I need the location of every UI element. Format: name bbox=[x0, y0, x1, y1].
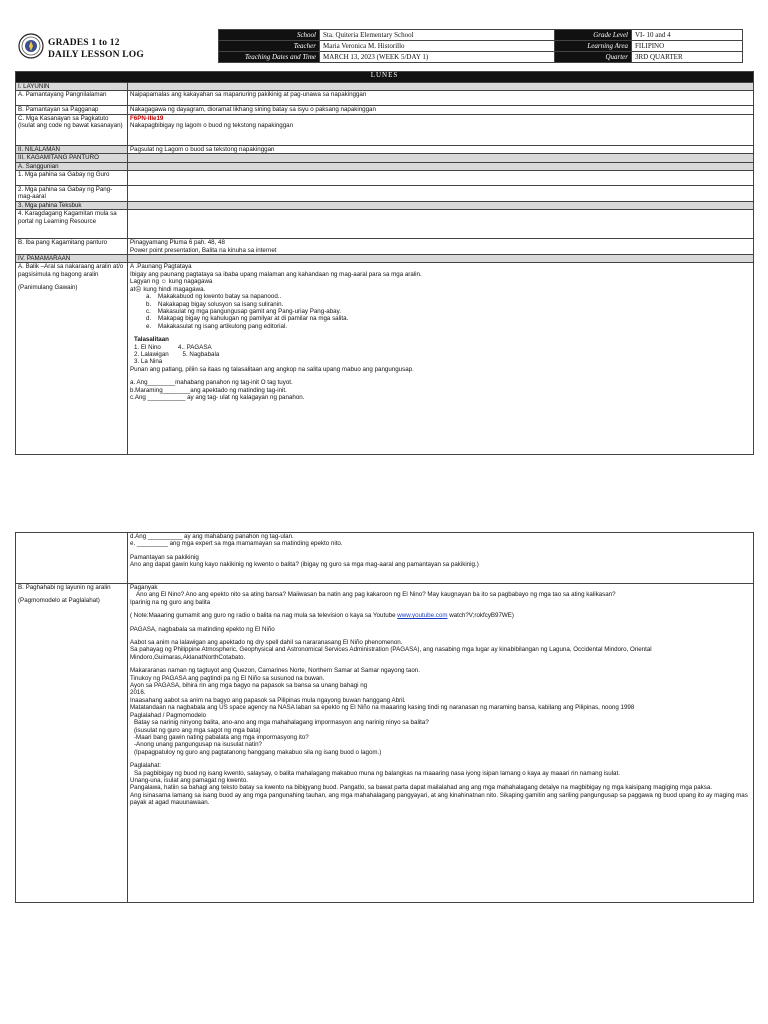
paunang-title: A .Paunang Pagtataya bbox=[130, 263, 192, 271]
area-value: FILIPINO bbox=[632, 41, 743, 52]
isusulat-text: (isusulat ng guro ang mga sagot ng mga bata) bbox=[134, 726, 261, 734]
row-value-b: Nakagagawa ng dayagram, dioramat likhang sining batay sa isyu o paksang napakinggan bbox=[128, 106, 754, 114]
list-item: e. Makakasulat ng isang artikulong pang editorial. bbox=[146, 322, 288, 330]
talasalitaan-2: 2. Lalawigan 5. Nagbabala bbox=[134, 350, 220, 358]
note-text: ( Note:Maaaring gumamit ang guro ng radio o balita na nag mula sa television o kaya sa Youtube www.youtube.com watch?V;rokfcyB97WE) bbox=[130, 612, 514, 620]
row-value-c bbox=[128, 114, 754, 145]
paunang-intro: Ibigay ang paunang pagtataya sa ibaba upang malaman ang kahandaan ng mag-aaral para sa mga aralin. bbox=[130, 270, 422, 278]
nilalaman-value: Pagsulat ng Lagom o buod sa tekstong napakinggan bbox=[128, 145, 754, 153]
area-label: Learning Area bbox=[555, 41, 632, 52]
paglalahat-title: Paglalahat: bbox=[130, 762, 161, 770]
section-kagamitan: III. KAGAMITANG PANTURO bbox=[16, 154, 128, 162]
row-b-iba: B. Iba pang Kagamitang panturo bbox=[16, 239, 128, 255]
lesson-table bbox=[15, 71, 754, 455]
paglalahat-p2: Unang-una, isulat ang pamagat ng kwento. bbox=[130, 776, 248, 784]
lesson-table-page-2 bbox=[15, 532, 754, 903]
section-pamamaraan: IV. PAMAMARAAN bbox=[16, 255, 128, 263]
teacher-label: Teacher bbox=[219, 41, 320, 52]
row-s4: 4. Karagdagang Kagamitan mula sa portal ng Learning Resource bbox=[16, 210, 128, 239]
school-value: Sta. Quiteria Elementary School bbox=[320, 30, 555, 41]
competency-code: F6PN-IIIe19 bbox=[130, 114, 164, 122]
header-info-table bbox=[218, 29, 743, 63]
paghahabi-content bbox=[128, 584, 754, 903]
row-label-balik: A. Balik –Aral sa nakaraang aralin at/o pagsisimula ng bagong aralin bbox=[18, 263, 124, 278]
list-item: d. Makapag bigay ng kahulugan ng pamilyar at di pamilar na mga salita. bbox=[146, 315, 349, 323]
talasalitaan-title: Talasalitaan bbox=[134, 336, 169, 344]
batay-text: Batay sa narinig ninyong balita, ano-ano ang mga mahahalagang impormasyon ang narinig ninyo sa balita? bbox=[134, 719, 429, 727]
news-p6: 2016. bbox=[130, 689, 146, 697]
ipapagpatuloy-text: (Ipapagpatuloy ng guro ang pagtatanong hanggang makabuo sila ng isang buod o lagom.) bbox=[134, 748, 382, 756]
competency-text: Nakapagbibigay ng lagom o buod ng tekstong napakinggan bbox=[130, 122, 294, 130]
grade-label: Grade Level bbox=[555, 30, 632, 41]
grade-value: VI- 10 and 4 bbox=[632, 30, 743, 41]
news-p8: Matatandaan na nagbabala ang US space agency na NASA laban sa epekto ng El Niño na maaaring kasing tindi ng naranasan ng maraming bansa, kabilang ang Pilipinas, noong 1998 bbox=[130, 704, 635, 712]
paganyak-question: Ano ang El Nino? Ano ang epekto nito sa ating bansa? Maiiwasan ba natin ang pag kakaroon ng El Nino? May kaugnayan ba ito sa pagbabayo ng mga tao sa ating kalikasan? bbox=[136, 591, 616, 599]
paglalahat-p4: Ang isinasama lamang sa isang buod ay ang mga pangunahing tauhan, ang mga mahahalagang pangyayari, at ang kinahinatnan nito. Sikaping gamitin ang sariling pangungusap sa paggawa ng buod upang ito ay maging mas payak at agad mauunawaan. bbox=[130, 791, 748, 807]
quarter-label: Quarter bbox=[555, 52, 632, 63]
pamantayan-text: Ano ang dapat gawin kung kayo nakikinig ng kwento o balita? (ibigay ng guro sa mga mag-aaral ang pamantayan sa pakikinig.) bbox=[130, 561, 479, 569]
section-nilalaman: II. NILALAMAN bbox=[16, 145, 128, 153]
pamantayan-title: Pamantayan sa pakikinig bbox=[130, 553, 199, 561]
news-p7: Inaasahang aabot sa anim na bagyo ang papasok sa Pilipinas mula ngayong buwan hanggang Abril. bbox=[130, 696, 406, 704]
question-e: e. _________ ang mga expert sa mga mamamayan sa matinding epekto nito. bbox=[130, 540, 343, 548]
row-s3: 3. Mga pahina Teksbuk bbox=[16, 201, 128, 209]
news-p2: Sa pahayag ng Philippine Atmospheric, Geophysical and Astronomical Services Administration (PAGASA), ang nasabing mga lugar ay kinabibilangan ng Laguna, Occidental Mindoro, Oriental Mindoro,Guimaras,AklanatNorthCotabato. bbox=[130, 646, 652, 661]
at-text: at☹ kung hindi magagawa. bbox=[130, 285, 206, 293]
day-band: LUNES bbox=[16, 72, 754, 83]
title-line-2: DAILY LESSON LOG bbox=[48, 50, 144, 60]
teacher-value: Maria Veronica M. Historillo bbox=[320, 41, 555, 52]
panimulang-gawain: (Panimulang Gawain) bbox=[18, 284, 78, 292]
b-iba-1: Pinagyamang Pluma 6 pah. 48, 48 bbox=[130, 239, 225, 247]
question-b: b.Maraming________ang apektado ng matinding tag-init. bbox=[130, 386, 287, 394]
news-p5: Ayon sa PAGASA, bihira rin ang mga bagyo na papasok sa bansa sa unang bahagi ng bbox=[130, 682, 368, 690]
paglalahat-p3: Pangalawa, hatiin sa bahagi ang teksto batay sa kwento na bibigyang buod. Pangatlo, sa bawat parta dapat mailalahad ang ang mga mahahalagang detalye na magbibigay ng mga kaisipang magiging mga paksa. bbox=[130, 784, 713, 792]
section-layunin: I. LAYUNIN bbox=[16, 83, 128, 91]
talasalitaan-3: 3. La Nina bbox=[134, 358, 163, 366]
talasalitaan-1: 1. El Nino 4.. PAGASA bbox=[134, 343, 212, 351]
list-item: c. Makasulat ng mga pangungusap gamit ang Pang-uriay Pang-abay. bbox=[146, 307, 341, 315]
anong-text: -Anong unang pangungusap na isusulat natin? bbox=[134, 741, 262, 749]
row-s2: 2. Mga pahina sa Gabay ng Pang-mag-aaral bbox=[16, 186, 128, 202]
news-p1: Aabot sa anim na lalawigan ang apektado ng dry spell dahil sa nararanasang El Niño phenomenon. bbox=[130, 639, 403, 647]
deped-seal-icon bbox=[18, 33, 44, 59]
dates-label: Teaching Dates and Time bbox=[219, 52, 320, 63]
row-label-b-paghahabi: B. Paghahabi ng layunin ng aralin bbox=[18, 584, 111, 591]
list-item: a. Makakabuod ng kwento batay sa napanood.. bbox=[146, 293, 282, 301]
title-line-1: GRADES 1 to 12 bbox=[48, 38, 120, 48]
news-title: PAGASA, nagbabala sa matinding epekto ng El Niño bbox=[130, 625, 275, 633]
balik-aral-content bbox=[128, 263, 754, 455]
paglalahat-p1: Sa pagbibigay ng buod ng isang kwento, salaysay, o balita mahalagang makabuo muna ng balangkas na maaaring nasa iyong isipan lamang o kaya ay maaari rin namang isulat. bbox=[134, 769, 620, 777]
row-label-a: A. Pamantayang Pangnilalaman bbox=[16, 91, 128, 106]
paglalahad-title: Paglalahad / Pagmomodelo bbox=[130, 711, 207, 719]
youtube-link[interactable]: www.youtube.com bbox=[397, 612, 448, 620]
punan-text: Punan ang patlang, piliin sa itaas ng talasalitaan ang angkop na salita upang mabuo ang pangungusap. bbox=[130, 365, 414, 373]
pagmomodelo-label: (Pagmomodelo at Paglalahat) bbox=[18, 597, 100, 605]
row-label-c: C. Mga Kasanayan sa Pagkatuto (Isulat ang code ng bawat kasanayan) bbox=[16, 114, 128, 145]
row-label-b: B. Pamantayan sa Pagganap bbox=[16, 106, 128, 114]
row-value-a: Naipapamalas ang kakayahan sa mapanuring pakikinig at pag-unawa sa napakinggan bbox=[128, 91, 754, 106]
question-a: a. Ang________mahabang panahon ng tag-init O tag tuyot. bbox=[130, 379, 293, 387]
news-p3: Makararanas naman ng tagtuyot ang Quezon, Camarines Norte, Northern Samar at Samar ngayong taon. bbox=[130, 667, 420, 675]
question-c: c.Ang ___________ ay ang tag- ulat ng kalagayan ng panahon. bbox=[130, 393, 305, 401]
paganyak-title: Paganyak bbox=[130, 584, 158, 591]
maari-text: -Maari bang gawin nating pabalata ang mga impormasyong ito? bbox=[134, 733, 309, 741]
question-d: d.Ang __________ ay ang mahabang panahon ng tag-ulan. bbox=[130, 533, 294, 540]
b-iba-2: Power point presentation, Balita na kinuha sa internet bbox=[130, 246, 277, 254]
row-s1: 1. Mga pahina sa Gabay ng Guro bbox=[16, 171, 128, 186]
quarter-value: 3RD QUARTER bbox=[632, 52, 743, 63]
school-label: School bbox=[219, 30, 320, 41]
row-sanggunian: A. Sanggunian bbox=[16, 162, 128, 170]
iparinig-text: Iparinig na ng guro ang balita bbox=[130, 598, 211, 606]
list-item: b. Nakakapag bigay solusyon sa isang suliranin. bbox=[146, 300, 284, 308]
lagyan-text: Lagyan ng ☺ kung nagagawa bbox=[130, 278, 213, 286]
news-p4: Tinukoy ng PAGASA ang pagtindi pa ng El Niño sa susunod na buwan. bbox=[130, 674, 325, 682]
dates-value: MARCH 13, 2023 (WEEK 5/DAY 1) bbox=[320, 52, 555, 63]
